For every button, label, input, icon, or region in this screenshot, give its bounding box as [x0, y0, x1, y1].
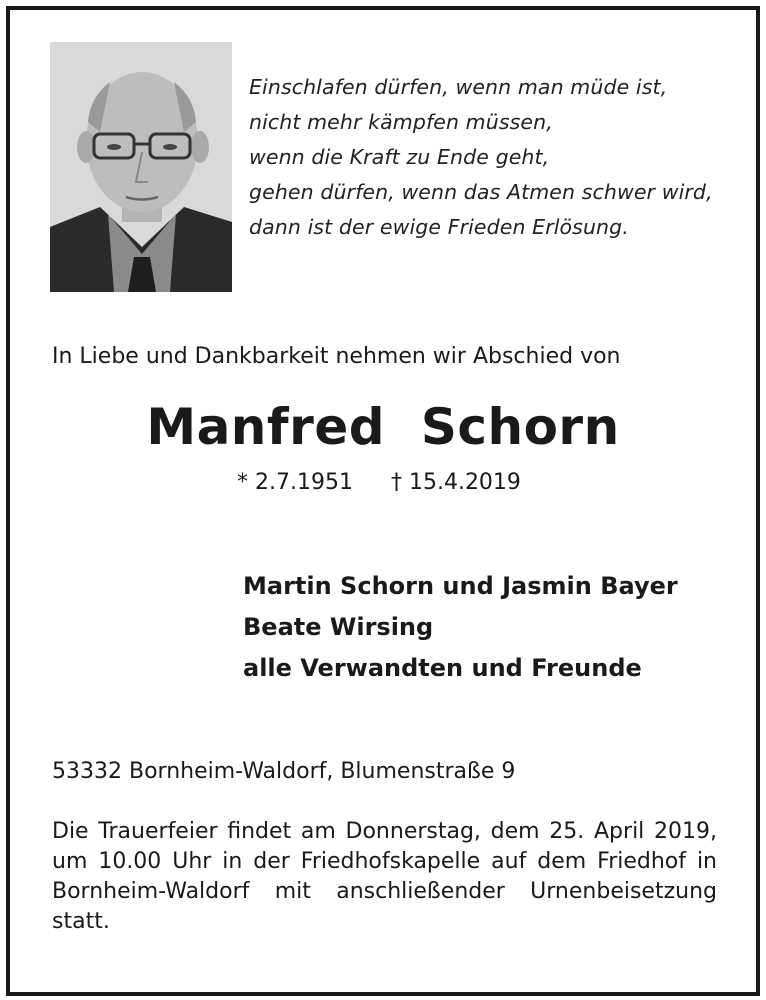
life-dates: [237, 470, 521, 495]
poem-line: wenn die Kraft zu Ende geht,: [249, 145, 550, 169]
family-address: 53332 Bornheim-Waldorf, Blumenstraße 9: [52, 759, 516, 784]
mourner-line: Martin Schorn und Jasmin Bayer: [243, 572, 678, 600]
poem-quote: [249, 70, 713, 245]
poem-line: gehen dürfen, wenn das Atmen schwer wird,: [249, 180, 713, 204]
mourner-line: alle Verwandten und Freunde: [243, 654, 642, 682]
funeral-notice: Die Trauerfeier findet am Donnerstag, dem 25. April 2019, um 10.00 Uhr in der Friedhofskapelle auf dem Friedhof in Bornheim-Waldorf mit anschließender Urnenbeisetzung statt.: [52, 819, 717, 934]
mourner-line: Beate Wirsing: [243, 613, 434, 641]
portrait-photo: [50, 42, 232, 292]
poem-line: dann ist der ewige Frieden Erlösung.: [249, 215, 629, 239]
poem-line: nicht mehr kämpfen müssen,: [249, 110, 553, 134]
birth-date: * 2.7.1951: [237, 470, 353, 495]
mourners-list: [243, 566, 678, 689]
deceased-name: Manfred Schorn: [146, 398, 620, 456]
farewell-intro: In Liebe und Dankbarkeit nehmen wir Abschied von: [52, 344, 621, 369]
death-date: † 15.4.2019: [390, 470, 521, 495]
poem-line: Einschlafen dürfen, wenn man müde ist,: [249, 75, 668, 99]
